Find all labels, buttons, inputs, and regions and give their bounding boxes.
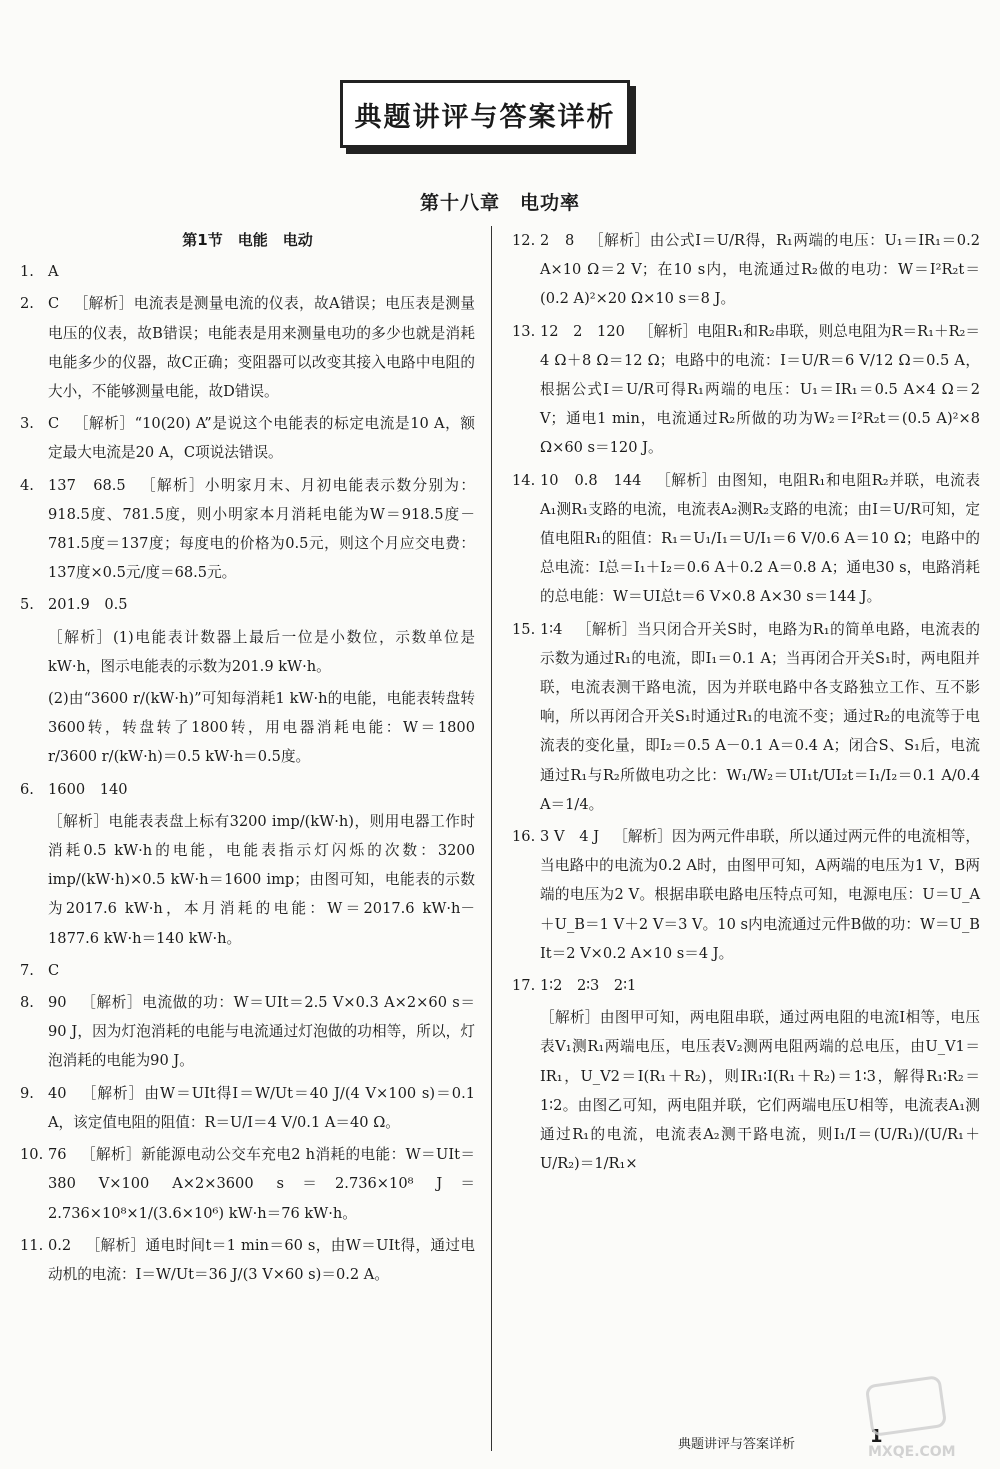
answer-item bbox=[20, 289, 475, 406]
answer-explanation: ［解析］由图甲可知，两电阻串联，通过两电阻的电流I相等，电压表V₁测R₁两端电压，电压表V₂测两电阻两端的总电压，由U_V1＝IR₁，U_V2＝I(R₁＋R₂)，则IR₁∶I(R₁＋R₂)＝1∶3，解得R₁∶R₂＝1∶2。由图乙可知，两电阻并联，它们两端电压U相等，电流表A₁测通过R₁的电流，电流表A₂测干路电流，则I₁/I＝(U/R₁)/(U/R₁＋U/R₂)＝1/R₁× bbox=[540, 1009, 980, 1173]
answer-value: 2 8 bbox=[540, 232, 575, 249]
answer-value: 1600 140 bbox=[48, 780, 128, 798]
question-number: 9. bbox=[20, 1084, 34, 1102]
question-number: 7. bbox=[20, 961, 34, 979]
answer-explanation: (2)由“3600 r/(kW·h)”可知每消耗1 kW·h的电能，电能表转盘转3600转，转盘转了1800转，用电器消耗电能：W＝1800 r/3600 r/(kW·h)＝0.5 kW·h＝0.5度。 bbox=[48, 690, 475, 766]
question-number: 16. bbox=[512, 828, 536, 846]
answer-value: 10 0.8 144 bbox=[540, 471, 642, 489]
answer-value: 76 bbox=[48, 1146, 67, 1164]
answer-explanation: ［解析］由图知，电阻R₁和电阻R₂并联，电流表A₁测R₁支路的电流，电流表A₂测R₂支路的电流；由I＝U/R可知，定值电阻R₁的阻值：R₁＝U₁/I₁＝U/I₁＝6 V/0.6 A＝10 Ω；电路中的总电流：I总＝I₁＋I₂＝0.6 A＋0.2 A＝0.8 A；通电30 s，电路消耗的总电能：W＝UI总t＝6 V×0.8 A×30 s＝144 J。 bbox=[540, 471, 980, 606]
answer-value: 0.2 bbox=[48, 1236, 72, 1254]
question-number: 15. bbox=[512, 620, 536, 638]
answer-value: C bbox=[48, 295, 60, 313]
answer-explanation: ［解析］(1)电能表计数器上最后一位是小数位，示数单位是kW·h，图示电能表的示数为201.9 kW·h。 bbox=[48, 628, 475, 675]
answer-explanation: ［解析］新能源电动公交车充电2 h消耗的电能：W＝UIt＝380 V×100 A×2×3600 s＝2.736×10⁸ J＝2.736×10⁸×1/(3.6×10⁶) kW·h＝76 kW·h。 bbox=[48, 1146, 475, 1222]
answer-value: 201.9 0.5 bbox=[48, 596, 128, 614]
answer-item bbox=[20, 1079, 475, 1137]
page-footer: 典题讲评与答案详析 bbox=[678, 1437, 796, 1452]
answer-item bbox=[512, 226, 980, 314]
answer-value: 90 bbox=[48, 994, 67, 1012]
answer-value: 1∶4 bbox=[540, 620, 563, 638]
answer-item bbox=[20, 257, 475, 286]
question-number: 4. bbox=[20, 476, 34, 494]
answer-item bbox=[20, 409, 475, 467]
answer-value: 40 bbox=[48, 1084, 67, 1102]
answer-explanation: ［解析］当只闭合开关S时，电路为R₁的简单电路，电流表的示数为通过R₁的电流，即I₁＝0.1 A；当再闭合开关S₁时，两电阻并联，电流表测干路电流，因为并联电路中各支路独立工作、互不影响，所以再闭合开关S₁时通过R₁的电流不变；通过R₂的电流等于电流表的变化量，即I₂＝0.5 A－0.1 A＝0.4 A；闭合S、S₁后，电流通过R₁与R₂所做电功之比：W₁/W₂＝UI₁t/UI₂t＝I₁/I₂＝0.1 A/0.4 A＝1/4。 bbox=[540, 620, 980, 813]
answer-value: 3 V 4 J bbox=[540, 828, 600, 846]
answer-value: 1∶2 2∶3 2∶1 bbox=[540, 977, 637, 995]
answer-item bbox=[512, 615, 980, 819]
page-number: 1 bbox=[870, 1426, 883, 1447]
watermark-seal-icon bbox=[865, 1375, 947, 1437]
answer-explanation: ［解析］因为两元件串联，所以通过两元件的电流相等，当电路中的电流为0.2 A时，由图甲可知，A两端的电压为1 V，B两端的电压为2 V。根据串联电路电压特点可知，电源电压：U＝U_A＋U_B＝1 V＋2 V＝3 V。10 s内电流通过元件B做的功：W＝U_B It＝2 V×0.2 A×10 s＝4 J。 bbox=[540, 828, 980, 962]
question-number: 2. bbox=[20, 295, 34, 313]
answer-item bbox=[20, 684, 475, 772]
right-column bbox=[512, 226, 980, 1182]
right-answer-list bbox=[512, 226, 980, 1179]
answer-item bbox=[512, 317, 980, 463]
answer-value: C bbox=[48, 961, 60, 979]
question-number: 1. bbox=[20, 263, 34, 281]
chapter-title: 第十八章 电功率 bbox=[419, 192, 580, 214]
answer-item bbox=[20, 1140, 475, 1228]
answer-item bbox=[20, 775, 475, 804]
answer-item bbox=[20, 1231, 475, 1289]
question-number: 10. bbox=[20, 1146, 44, 1164]
answer-explanation: ［解析］电阻R₁和R₂串联，则总电阻为R＝R₁＋R₂＝4 Ω＋8 Ω＝12 Ω；电路中的电流：I＝U/R＝6 V/12 Ω＝0.5 A，根据公式I＝U/R可得R₁两端的电压：U₁＝IR₁＝0.5 A×4 Ω＝2 V；通电1 min，电流通过R₂所做的功为W₂＝I²R₂t＝(0.5 A)²×8 Ω×60 s＝120 J。 bbox=[540, 322, 981, 457]
answer-item bbox=[512, 1003, 980, 1178]
answer-item bbox=[512, 971, 980, 1000]
answer-section-banner: 典题讲评与答案详析 bbox=[340, 80, 630, 148]
answer-explanation: ［解析］小明家月末、月初电能表示数分别为：918.5度、781.5度，则小明家本月消耗电能为W＝918.5度－781.5度＝137度；每度电的价格为0.5元，则这个月应交电费：137度×0.5元/度＝68.5元。 bbox=[48, 476, 475, 582]
answer-explanation: ［解析］由公式I＝U/R得，R₁两端的电压：U₁＝IR₁＝0.2 A×10 Ω＝2 V；在10 s内，电流通过R₂做的电功：W＝I²R₂t＝(0.2 A)²×20 Ω×10 s＝8 J。 bbox=[540, 232, 980, 308]
answer-explanation: ［解析］由W＝UIt得I＝W/Ut＝40 J/(4 V×100 s)＝0.1 A，该定值电阻的阻值：R＝U/I＝4 V/0.1 A＝40 Ω。 bbox=[48, 1084, 475, 1131]
answer-explanation: ［解析］电能表表盘上标有3200 imp/(kW·h)，则用电器工作时消耗0.5 kW·h的电能，电能表指示灯闪烁的次数：3200 imp/(kW·h)×0.5 kW·h＝1600 imp；由图可知，电能表的示数为2017.6 kW·h，本月消耗的电能：W＝2017.6 kW·h－1877.6 kW·h＝140 kW·h。 bbox=[48, 812, 475, 947]
answer-item bbox=[20, 590, 475, 619]
question-number: 8. bbox=[20, 994, 34, 1012]
question-number: 14. bbox=[512, 471, 536, 489]
question-number: 3. bbox=[20, 415, 34, 433]
answer-value: 137 68.5 bbox=[48, 476, 126, 494]
left-column bbox=[20, 226, 475, 1292]
answer-value: 12 2 120 bbox=[540, 322, 625, 340]
question-number: 13. bbox=[512, 322, 536, 340]
watermark-logo bbox=[868, 1380, 988, 1460]
answer-explanation: ［解析］通电时间t＝1 min＝60 s，由W＝UIt得，通过电动机的电流：I＝W/Ut＝36 J/(3 V×60 s)＝0.2 A。 bbox=[48, 1236, 475, 1283]
question-number: 11. bbox=[20, 1236, 44, 1254]
answer-item bbox=[20, 807, 475, 953]
answer-item bbox=[20, 956, 475, 985]
watermark-text: MXQE.COM bbox=[868, 1444, 956, 1460]
question-number: 5. bbox=[20, 596, 34, 614]
column-divider bbox=[491, 226, 492, 1451]
answer-explanation: ［解析］电流表是测量电流的仪表，故A错误；电压表是测量电压的仪表，故B错误；电能表是用来测量电功的多少也就是消耗电能多少的仪器，故C正确；变阻器可以改变其接入电路中电阻的大小，不能够测量电能，故D错误。 bbox=[48, 295, 475, 401]
answer-value: A bbox=[48, 263, 59, 281]
question-number: 6. bbox=[20, 780, 34, 798]
answer-explanation: ［解析］电流做的功：W＝UIt＝2.5 V×0.3 A×2×60 s＝90 J，因为灯泡消耗的电能与电流通过灯泡做的功相等，所以，灯泡消耗的电能为90 J。 bbox=[48, 994, 475, 1070]
answer-explanation: ［解析］“10(20) A”是说这个电能表的标定电流是10 A，额定最大电流是20 A，C项说法错误。 bbox=[48, 415, 475, 462]
section-title: 第1节 电能 电动 bbox=[182, 231, 313, 249]
answer-item bbox=[512, 466, 980, 612]
answer-item bbox=[20, 988, 475, 1076]
answer-item bbox=[20, 623, 475, 681]
question-number: 12. bbox=[512, 232, 536, 249]
answer-item bbox=[20, 471, 475, 588]
question-number: 17. bbox=[512, 977, 536, 995]
answer-item bbox=[512, 822, 980, 968]
answer-value: C bbox=[48, 415, 60, 433]
left-answer-list bbox=[20, 257, 475, 1289]
